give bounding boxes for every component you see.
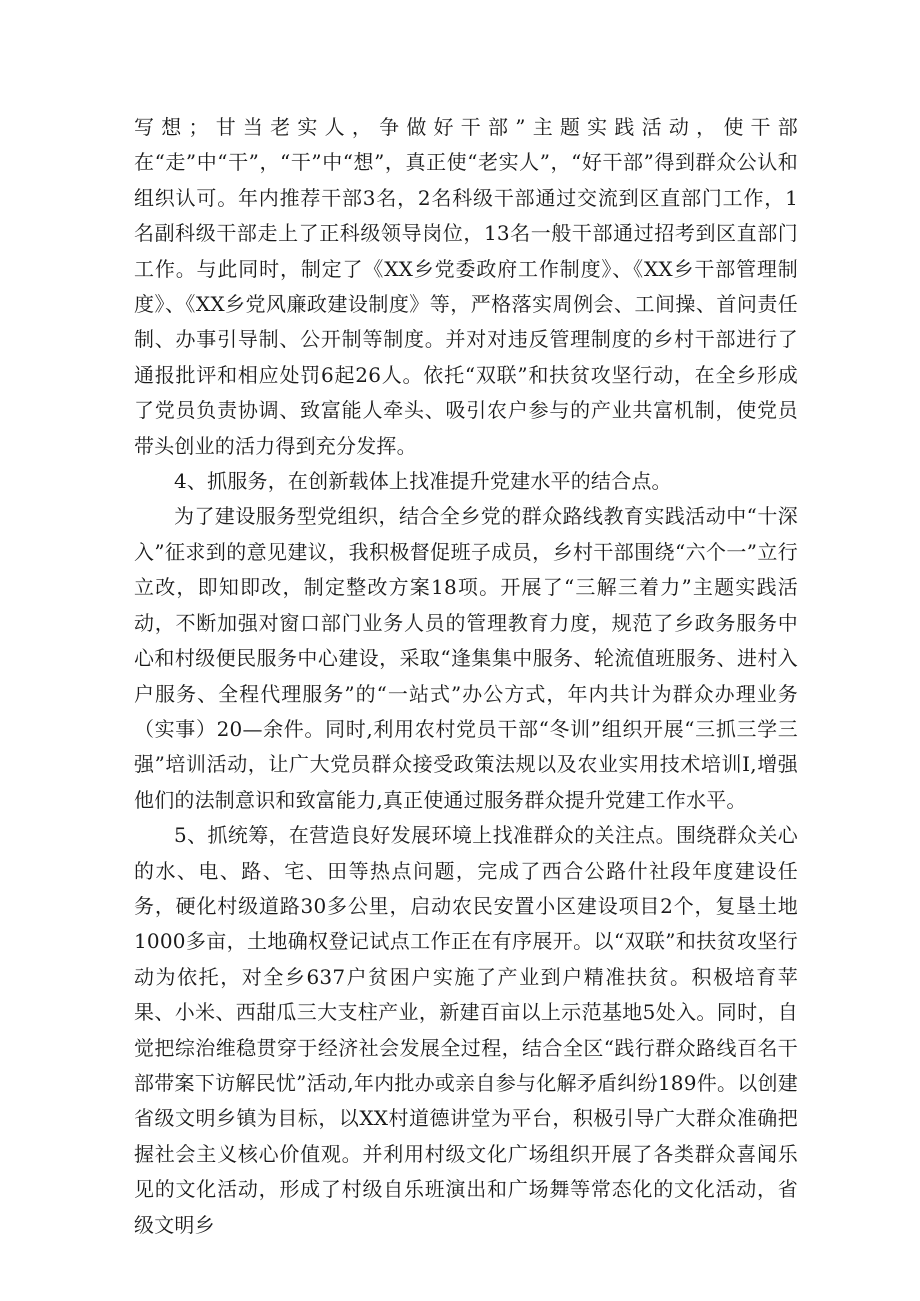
document-body	[134, 110, 798, 1243]
paragraph-coordination: 5、抓统筹，在营造良好发展环境上找准群众的关注点。围绕群众关心的水、电、路、宅、田等热点问题，完成了西合公路什社段年度建设任务，硬化村级道路30多公里，启动农民安置小区建设项目2个，复垦土地1000多亩，土地确权登记试点工作正在有序展开。以“双联”和扶贫攻坚行动为依托，对全乡637户贫困户实施了产业到户精准扶贫。积极培育苹果、小米、西甜瓜三大支柱产业，新建百亩以上示范基地5处入。同时，自觉把综治维稳贯穿于经济社会发展全过程，结合全区“践行群众路线百名干部带案下访解民忧”活动,年内批办或亲自参与化解矛盾纠纷189件。以创建省级文明乡镇为目标，以XX村道德讲堂为平台，积极引导广大群众准确把握社会主义核心价值观。并利用村级文化广场组织开展了各类群众喜闻乐见的文化活动，形成了村级自乐班演出和广场舞等常态化的文化活动，省级文明乡	[134, 823, 798, 1237]
paragraph-heading-service: 4、抓服务，在创新载体上找准提升党建水平的结合点。	[174, 469, 672, 494]
paragraph-continuation: 写想；甘当老实人，争做好干部”主题实践活动，使干部在“走”中“干”，“干”中“想”，真正使“老实人”，“好干部”得到群众公认和组织认可。年内推荐干部3名，2名科级干部通过交流到区直部门工作，1名副科级干部走上了正科级领导岗位，13名一般干部通过招考到区直部门工作。与此同时，制定了《XX乡党委政府工作制度》、《XX乡干部管理制度》、《XX乡党风廉政建设制度》等，严格落实周例会、工间操、首问责任制、办事引导制、公开制等制度。并对对违反管理制度的乡村干部进行了通报批评和相应处罚6起26人。依托“双联”和扶贫攻坚行动，在全乡形成了党员负责协调、致富能人牵头、吸引农户参与的产业共富机制，使党员带头创业的活力得到充分发挥。	[134, 115, 798, 458]
paragraph-service-detail: 为了建设服务型党组织，结合全乡党的群众路线教育实践活动中“十深入”征求到的意见建议，我积极督促班子成员，乡村干部围绕“六个一”立行立改，即知即改，制定整改方案18项。开展了“三解三着力”主题实践活动，不断加强对窗口部门业务人员的管理教育力度，规范了乡政务服务中心和村级便民服务中心建设，采取“逢集集中服务、轮流值班服务、进村入户服务、全程代理服务”的“一站式”办公方式，年内共计为群众办理业务（实事）20—余件。同时,利用农村党员干部“冬训”组织开展“三抓三学三强”培训活动，让广大党员群众接受政策法规以及农业实用技术培训I,增强他们的法制意识和致富能力,真正使通过服务群众提升党建工作水平。	[134, 504, 798, 812]
